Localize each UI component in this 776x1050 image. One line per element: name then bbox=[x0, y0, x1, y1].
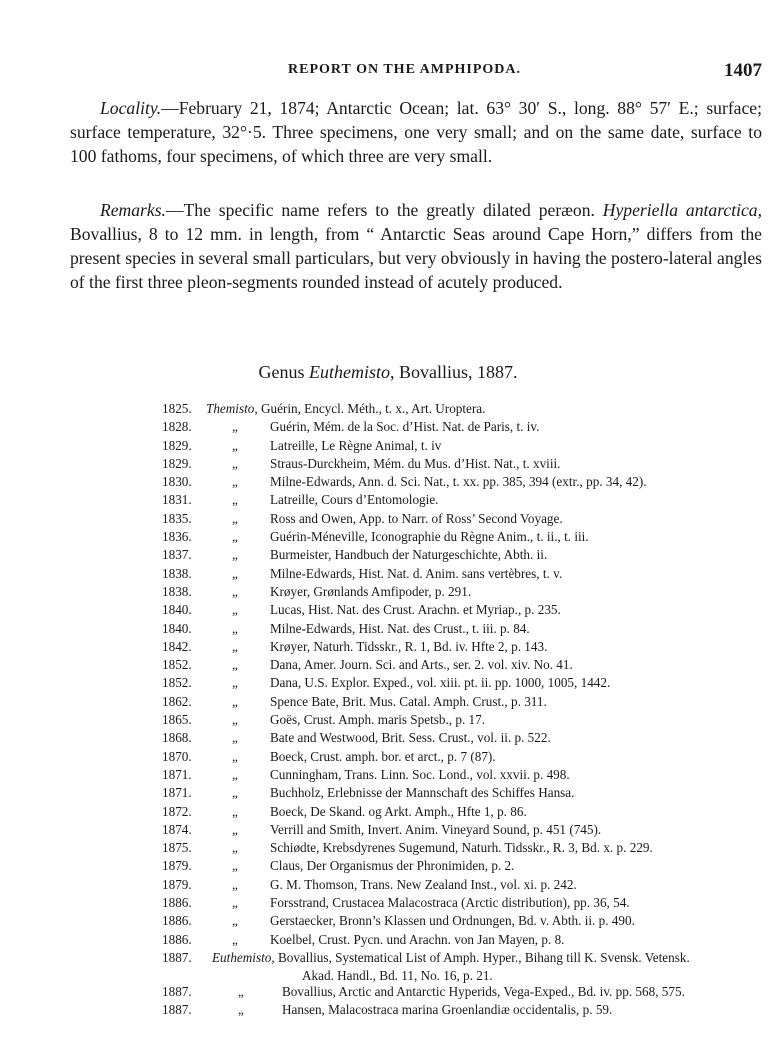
remarks-species: Hyperiella antarctica bbox=[602, 200, 758, 220]
ditto-mark: „ bbox=[232, 419, 238, 435]
entry-year: 1840. bbox=[162, 602, 192, 618]
ditto-mark: „ bbox=[232, 913, 238, 929]
remarks-lead: Remarks. bbox=[100, 200, 166, 220]
entry-reference: Ross and Owen, App. to Narr. of Ross’ Second Voyage. bbox=[270, 510, 563, 526]
entry-reference: Latreille, Cours d’Entomologie. bbox=[270, 492, 439, 508]
synonymy-entry bbox=[0, 400, 776, 418]
synonymy-entry bbox=[0, 1001, 776, 1019]
synonymy-entry bbox=[0, 455, 776, 473]
synonymy-entry bbox=[0, 437, 776, 455]
genus-prefix: Genus bbox=[258, 362, 309, 382]
entry-reference: Bate and Westwood, Brit. Sess. Crust., vol. ii. p. 522. bbox=[270, 730, 551, 746]
entry-reference: Guérin, Mém. de la Soc. d’Hist. Nat. de Paris, t. iv. bbox=[270, 419, 540, 435]
entry-year: 1838. bbox=[162, 583, 192, 599]
synonymy-entry bbox=[0, 803, 776, 821]
entry-year: 1871. bbox=[162, 785, 192, 801]
synonymy-entry bbox=[0, 839, 776, 857]
entry-reference: Boeck, Crust. amph. bor. et arct., p. 7 (87). bbox=[270, 748, 496, 764]
entry-reference: Milne-Edwards, Hist. Nat. d. Anim. sans vertèbres, t. v. bbox=[270, 565, 563, 581]
entry-year: 1837. bbox=[162, 547, 192, 563]
entry-year: 1879. bbox=[162, 876, 192, 892]
synonymy-list bbox=[0, 400, 776, 1020]
ditto-mark: „ bbox=[232, 693, 238, 709]
ditto-mark: „ bbox=[232, 730, 238, 746]
page-header bbox=[0, 60, 776, 84]
entry-reference: Burmeister, Handbuch der Naturgeschichte, Abth. ii. bbox=[270, 547, 548, 563]
entry-reference: Gerstaecker, Bronn’s Klassen und Ordnungen, Bd. v. Abth. ii. p. 490. bbox=[270, 913, 635, 929]
ditto-mark: „ bbox=[232, 657, 238, 673]
ditto-mark: „ bbox=[232, 748, 238, 764]
genus-heading bbox=[0, 362, 776, 383]
synonymy-entry bbox=[0, 656, 776, 674]
synonymy-entry bbox=[0, 565, 776, 583]
synonymy-entry bbox=[0, 491, 776, 509]
ditto-mark: „ bbox=[232, 455, 238, 471]
ditto-mark: „ bbox=[232, 474, 238, 490]
entry-reference: Milne-Edwards, Ann. d. Sci. Nat., t. xx. pp. 385, 394 (extr., pp. 34, 42). bbox=[270, 474, 647, 490]
synonymy-entry bbox=[0, 546, 776, 564]
entry-year: 1825. bbox=[162, 401, 192, 416]
synonymy-entry bbox=[0, 857, 776, 875]
entry-reference: Boeck, De Skand. og Arkt. Amph., Hfte 1, p. 86. bbox=[270, 803, 527, 819]
entry-reference: Dana, Amer. Journ. Sci. and Arts., ser. 2. vol. xiv. No. 41. bbox=[270, 657, 573, 673]
entry-reference: Verrill and Smith, Invert. Anim. Vineyard Sound, p. 451 (745). bbox=[270, 821, 602, 837]
synonymy-entry bbox=[0, 983, 776, 1001]
entry-year: 1879. bbox=[162, 858, 192, 874]
ditto-mark: „ bbox=[232, 602, 238, 618]
entry-reference: Dana, U.S. Explor. Exped., vol. xiii. pt. ii. pp. 1000, 1005, 1442. bbox=[270, 675, 611, 691]
synonymy-entry bbox=[0, 693, 776, 711]
synonymy-entry bbox=[0, 528, 776, 546]
entry-reference: Spence Bate, Brit. Mus. Catal. Amph. Crust., p. 311. bbox=[270, 693, 547, 709]
synonymy-entry bbox=[0, 894, 776, 912]
ditto-mark: „ bbox=[232, 529, 238, 545]
synonymy-entry bbox=[0, 583, 776, 601]
ditto-mark: „ bbox=[232, 840, 238, 856]
entry-genus-name: Themisto, Guérin, Encycl. Méth., t. x., Art. Uroptera. bbox=[206, 401, 486, 416]
ditto-mark: „ bbox=[232, 876, 238, 892]
entry-year: 1842. bbox=[162, 638, 192, 654]
entry-reference: Milne-Edwards, Hist. Nat. des Crust., t. iii. p. 84. bbox=[270, 620, 530, 636]
ditto-mark: „ bbox=[232, 510, 238, 526]
entry-reference: Koelbel, Crust. Pycn. und Arachn. von Jan Mayen, p. 8. bbox=[270, 931, 565, 947]
entry-year: 1868. bbox=[162, 730, 192, 746]
entry-year: 1852. bbox=[162, 657, 192, 673]
synonymy-entry bbox=[0, 601, 776, 619]
synonymy-entry bbox=[0, 711, 776, 729]
entry-year: 1886. bbox=[162, 931, 192, 947]
ditto-mark: „ bbox=[232, 675, 238, 691]
synonymy-entry bbox=[0, 473, 776, 491]
entry-reference: Claus, Der Organismus der Phronimiden, p. 2. bbox=[270, 858, 515, 874]
entry-year: 1838. bbox=[162, 565, 192, 581]
synonymy-entry bbox=[0, 418, 776, 436]
locality-lead: Locality. bbox=[100, 98, 162, 118]
synonymy-entry bbox=[0, 784, 776, 802]
entry-reference: Latreille, Le Règne Animal, t. iv bbox=[270, 437, 442, 453]
entry-year: 1887. bbox=[162, 949, 192, 965]
entry-reference: Goës, Crust. Amph. maris Spetsb., p. 17. bbox=[270, 712, 486, 728]
entry-year: 1840. bbox=[162, 620, 192, 636]
entry-continuation: Akad. Handl., Bd. 11, No. 16, p. 21. bbox=[302, 968, 493, 984]
ditto-mark: „ bbox=[232, 583, 238, 599]
ditto-mark: „ bbox=[232, 785, 238, 801]
entry-year: 1829. bbox=[162, 437, 192, 453]
entry-year: 1831. bbox=[162, 492, 192, 508]
synonymy-entry bbox=[0, 876, 776, 894]
entry-year: 1875. bbox=[162, 840, 192, 856]
entry-year: 1886. bbox=[162, 895, 192, 911]
ditto-mark: „ bbox=[232, 931, 238, 947]
synonymy-entry bbox=[0, 949, 776, 983]
locality-text: —February 21, 1874; Antarctic Ocean; lat. 63° 30′ S., long. 88° 57′ E.; surface; surface temperature, 32°·5. Three specimens, one very small; and on the same date, surface to 100 fathoms, four specimens, of which three are very small. bbox=[70, 98, 762, 166]
entry-genus-name: Euthemisto, Bovallius, Systematical List of Amph. Hyper., Bihang till K. Svensk. Vetensk. Akad. Handl., Bd. 11, No. 16, p. 21. bbox=[212, 949, 690, 986]
entry-reference: Buchholz, Erlebnisse der Mannschaft des Schiffes Hansa. bbox=[270, 785, 575, 801]
entry-year: 1887. bbox=[162, 1002, 192, 1018]
ditto-mark: „ bbox=[232, 821, 238, 837]
remarks-text-2: , Bovallius, 8 to 12 mm. in length, from “ Antarctic Seas around Cape Horn,” differs from the present species in several small particulars, but very obviously in having the postero-lateral angles of the first three pleon-segments rounded instead of acutely produced. bbox=[70, 200, 762, 292]
synonymy-entry bbox=[0, 729, 776, 747]
ditto-mark: „ bbox=[232, 858, 238, 874]
entry-year: 1830. bbox=[162, 474, 192, 490]
entry-reference: Cunningham, Trans. Linn. Soc. Lond., vol. xxvii. p. 498. bbox=[270, 766, 570, 782]
ditto-mark: „ bbox=[238, 983, 244, 999]
genus-suffix: , Bovallius, 1887. bbox=[389, 362, 518, 382]
entry-reference: G. M. Thomson, Trans. New Zealand Inst., vol. xi. p. 242. bbox=[270, 876, 577, 892]
ditto-mark: „ bbox=[232, 620, 238, 636]
entry-year: 1886. bbox=[162, 913, 192, 929]
entry-year: 1836. bbox=[162, 529, 192, 545]
entry-year: 1887. bbox=[162, 983, 192, 999]
entry-year: 1835. bbox=[162, 510, 192, 526]
ditto-mark: „ bbox=[232, 712, 238, 728]
entry-reference: Forsstrand, Crustacea Malacostraca (Arctic distribution), pp. 36, 54. bbox=[270, 895, 630, 911]
entry-year: 1871. bbox=[162, 766, 192, 782]
entry-reference: Hansen, Malacostraca marina Groenlandiæ occidentalis, p. 59. bbox=[282, 1002, 613, 1018]
entry-reference: Lucas, Hist. Nat. des Crust. Arachn. et Myriap., p. 235. bbox=[270, 602, 561, 618]
synonymy-entry bbox=[0, 931, 776, 949]
running-title: REPORT ON THE AMPHIPODA. bbox=[288, 62, 522, 77]
entry-reference: Krøyer, Naturh. Tidsskr., R. 1, Bd. iv. Hfte 2, p. 143. bbox=[270, 638, 548, 654]
synonymy-entry bbox=[0, 748, 776, 766]
entry-year: 1872. bbox=[162, 803, 192, 819]
entry-reference: Schiødte, Krebsdyrenes Sugemund, Naturh. Tidsskr., R. 3, Bd. x. p. 229. bbox=[270, 840, 653, 856]
ditto-mark: „ bbox=[232, 547, 238, 563]
ditto-mark: „ bbox=[232, 437, 238, 453]
ditto-mark: „ bbox=[232, 565, 238, 581]
remarks-text-1: —The specific name refers to the greatly dilated peræon. bbox=[165, 200, 603, 220]
entry-year: 1828. bbox=[162, 419, 192, 435]
ditto-mark: „ bbox=[238, 1002, 244, 1018]
ditto-mark: „ bbox=[232, 895, 238, 911]
entry-year: 1862. bbox=[162, 693, 192, 709]
synonymy-entry bbox=[0, 510, 776, 528]
entry-reference: Straus-Durckheim, Mém. du Mus. d’Hist. Nat., t. xviii. bbox=[270, 455, 561, 471]
synonymy-entry bbox=[0, 620, 776, 638]
page-number: 1407 bbox=[724, 60, 762, 81]
synonymy-entry bbox=[0, 912, 776, 930]
synonymy-entry bbox=[0, 674, 776, 692]
synonymy-entry bbox=[0, 638, 776, 656]
remarks-paragraph bbox=[70, 198, 762, 294]
ditto-mark: „ bbox=[232, 803, 238, 819]
entry-year: 1865. bbox=[162, 712, 192, 728]
entry-reference: Guérin-Méneville, Iconographie du Règne Anim., t. ii., t. iii. bbox=[270, 529, 589, 545]
synonymy-entry bbox=[0, 821, 776, 839]
entry-year: 1829. bbox=[162, 455, 192, 471]
locality-paragraph bbox=[70, 96, 762, 168]
ditto-mark: „ bbox=[232, 492, 238, 508]
entry-year: 1852. bbox=[162, 675, 192, 691]
ditto-mark: „ bbox=[232, 638, 238, 654]
entry-reference: Bovallius, Arctic and Antarctic Hyperids, Vega-Exped., Bd. iv. pp. 568, 575. bbox=[282, 983, 685, 999]
entry-year: 1870. bbox=[162, 748, 192, 764]
entry-reference: Krøyer, Grønlands Amfipoder, p. 291. bbox=[270, 583, 472, 599]
entry-year: 1874. bbox=[162, 821, 192, 837]
ditto-mark: „ bbox=[232, 766, 238, 782]
synonymy-entry bbox=[0, 766, 776, 784]
genus-name: Euthemisto bbox=[308, 362, 390, 382]
